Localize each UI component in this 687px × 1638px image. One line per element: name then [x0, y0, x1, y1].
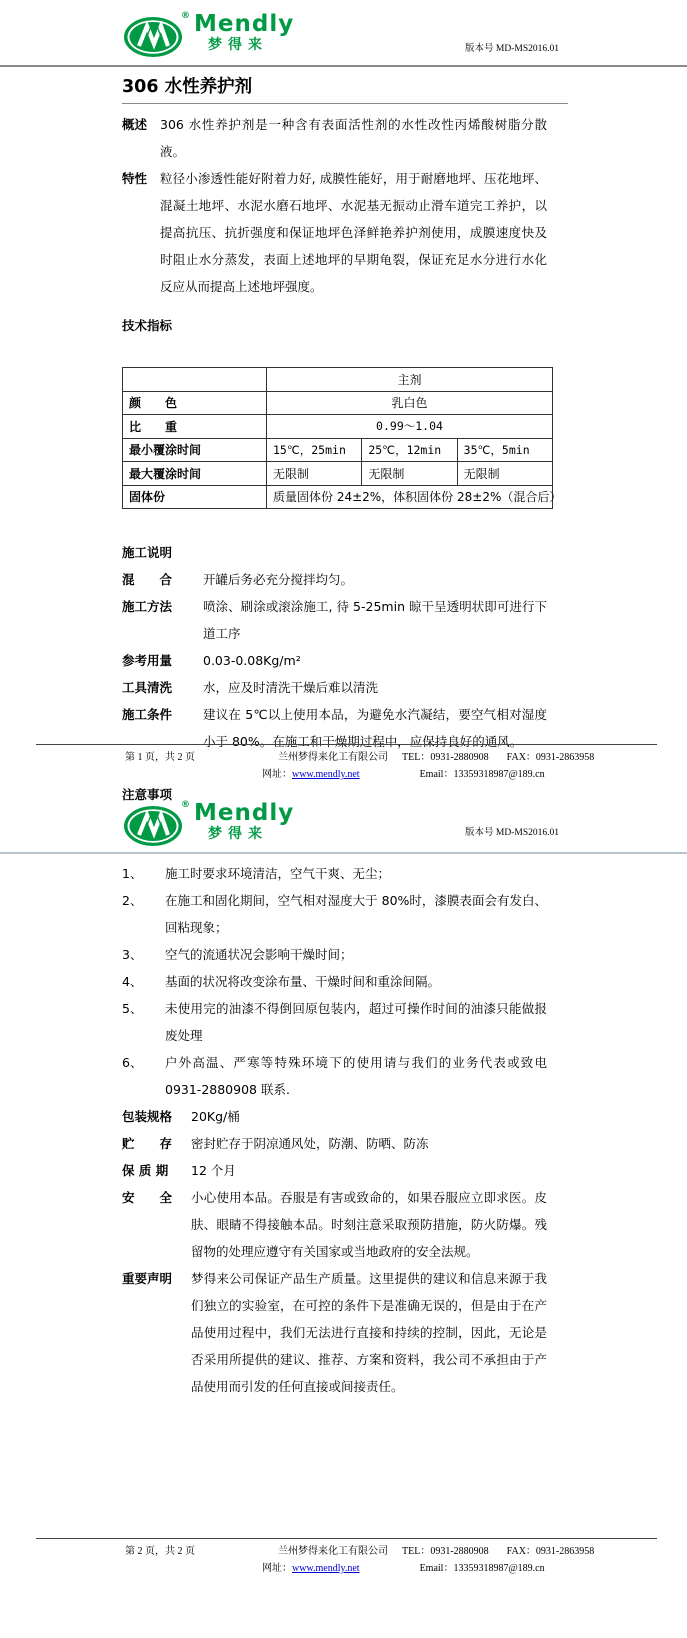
overview-label: 概述 — [122, 117, 148, 132]
page1-header — [0, 0, 687, 59]
footer-divider — [36, 744, 657, 745]
max-recoat-1: 无限制 — [267, 462, 362, 486]
note-number: 2、 — [122, 893, 143, 908]
disclaimer-row — [122, 1265, 547, 1400]
spec-table — [122, 367, 562, 509]
disclaimer-label: 重要声明 — [122, 1271, 173, 1286]
tech-heading: 技术指标 — [122, 318, 173, 333]
page2-footer — [0, 1538, 687, 1574]
table-row — [123, 438, 553, 462]
company-logo — [0, 802, 687, 848]
logo-wordmark — [194, 13, 294, 52]
website-link[interactable]: www.mendly.net — [292, 769, 360, 780]
dosage-text: 0.03-0.08Kg/m² — [203, 653, 301, 668]
document-title: 306 水性养护剂 — [122, 71, 568, 104]
shelf-life-row — [122, 1157, 547, 1184]
storage-label: 贮 存 — [122, 1136, 173, 1151]
note-number: 4、 — [122, 974, 143, 989]
dosage-label: 参考用量 — [122, 653, 173, 668]
safety-text: 小心使用本品。吞服是有害或致命的，如果吞服应立即求医。皮肤、眼睛不得接触本品。时刻注意采取预防措施，防火防爆。残留物的处理应遵守有关国家或当地政府的安全法规。 — [191, 1190, 547, 1259]
table-header-main: 主剂 — [267, 368, 553, 392]
brand-name: Mendly — [194, 11, 295, 37]
construction-heading: 施工说明 — [122, 545, 173, 560]
dosage-row — [122, 647, 547, 674]
note-text: 施工时要求环境清洁，空气干爽、无尘； — [165, 866, 391, 881]
conditions-text: 建议在 5℃以上使用本品，为避免水汽凝结，要空气相对湿度小于 80%。在施工和干燥期过程中，应保持良好的通风。 — [203, 707, 547, 749]
safety-label: 安 全 — [122, 1190, 173, 1205]
features-label: 特性 — [122, 171, 148, 186]
solids-value: 质量固体份 24±2%，体积固体份 28±2%（混合后） — [267, 485, 553, 509]
note-item-3 — [122, 941, 547, 968]
web-label: 网址： — [262, 769, 292, 780]
company-logo — [0, 13, 687, 59]
packaging-row — [122, 1103, 547, 1130]
header-divider — [0, 852, 687, 854]
note-text: 基面的状况将改变涂布量、干燥时间和重涂间隔。 — [165, 974, 441, 989]
gravity-label: 比 重 — [123, 415, 267, 439]
company-email: Email：13359318987@189.cn — [419, 769, 545, 780]
company-name: 兰州梦得来化工有限公司 — [278, 1546, 388, 1557]
min-recoat-label: 最小覆涂时间 — [123, 438, 267, 462]
table-row — [123, 415, 553, 439]
max-recoat-2: 无限制 — [362, 462, 457, 486]
page-2 — [0, 780, 687, 1638]
cleaning-text: 水，应及时清洗干燥后难以清洗 — [203, 680, 379, 695]
web-label: 网址： — [262, 1563, 292, 1574]
version-label: 版本号 MD-MS2016.01 — [465, 44, 559, 54]
mixing-label: 混 合 — [122, 572, 173, 587]
note-text: 未使用完的油漆不得倒回原包装内，超过可操作时间的油漆只能做报废处理 — [165, 1001, 547, 1043]
notes-heading: 注意事项 — [122, 787, 173, 802]
packaging-text: 20Kg/桶 — [191, 1109, 240, 1124]
max-recoat-3: 无限制 — [457, 462, 552, 486]
registered-mark: ® — [181, 11, 190, 21]
features-row — [122, 165, 547, 300]
note-number: 6、 — [122, 1055, 143, 1070]
logo-oval-icon — [122, 13, 188, 59]
storage-text: 密封贮存于阴凉通风处，防潮、防晒、防冻 — [191, 1136, 429, 1151]
min-recoat-25c: 25℃，12min — [362, 438, 457, 462]
note-text: 在施工和固化期间，空气相对湿度大于 80%时，漆膜表面会有发白、回粘现象； — [165, 893, 547, 935]
company-fax: FAX：0931-2863958 — [506, 1546, 595, 1557]
mixing-text: 开罐后务必充分搅拌均匀。 — [203, 572, 354, 587]
method-text: 喷涂、刷涂或滚涂施工, 待 5-25min 晾干呈透明状即可进行下道工序 — [203, 599, 547, 641]
note-number: 3、 — [122, 947, 143, 962]
version-label: 版本号 MD-MS2016.01 — [465, 828, 559, 838]
disclaimer-text: 梦得来公司保证产品生产质量。这里提供的建议和信息来源于我们独立的实验室，在可控的条件下是准确无误的，但是由于在产品使用过程中，我们无法进行直接和持续的控制，因此，无论是否采用所提供的建议、推荐、方案和资料，我公司不承担由于产品使用而引发的任何直接或间接责任。 — [191, 1271, 547, 1394]
table-row — [123, 462, 553, 486]
company-web — [262, 765, 360, 780]
overview-text: 306 水性养护剂是一种含有表面活性剂的水性改性丙烯酸树脂分散液。 — [160, 117, 547, 159]
max-recoat-label: 最大覆涂时间 — [123, 462, 267, 486]
gravity-value: 0.99～1.04 — [267, 415, 553, 439]
color-value: 乳白色 — [267, 391, 553, 415]
company-name: 兰州梦得来化工有限公司 — [278, 752, 388, 763]
brand-name-cn: 梦得来 — [208, 826, 268, 842]
table-row — [123, 485, 553, 509]
company-email: Email：13359318987@189.cn — [419, 1563, 545, 1574]
note-item-4 — [122, 968, 547, 995]
note-text: 空气的流通状况会影响干燥时间； — [165, 947, 353, 962]
conditions-label: 施工条件 — [122, 707, 173, 722]
page-1 — [0, 0, 687, 802]
brand-name: Mendly — [194, 800, 295, 826]
table-row — [123, 368, 553, 392]
method-label: 施工方法 — [122, 599, 173, 614]
page-number: 第 1 页，共 2 页 — [125, 752, 195, 763]
min-recoat-15c: 15℃，25min — [267, 438, 362, 462]
note-text: 户外高温、严寒等特殊环境下的使用请与我们的业务代表或致电 0931-2880908 联系. — [165, 1055, 547, 1097]
note-item-5 — [122, 995, 547, 1049]
page-number: 第 2 页，共 2 页 — [125, 1546, 195, 1557]
page1-footer — [0, 744, 687, 780]
note-number: 1、 — [122, 866, 143, 881]
shelf-life-label: 保 质 期 — [122, 1163, 169, 1178]
brand-name-cn: 梦得来 — [208, 37, 268, 53]
min-recoat-35c: 35℃，5min — [457, 438, 552, 462]
company-tel: TEL：0931-2880908 — [402, 752, 489, 763]
solids-label: 固体份 — [123, 485, 267, 509]
note-number: 5、 — [122, 1001, 143, 1016]
table-row — [123, 391, 553, 415]
registered-mark: ® — [181, 800, 190, 810]
cleaning-row — [122, 674, 547, 701]
footer-divider — [36, 1538, 657, 1539]
note-item-2 — [122, 887, 547, 941]
company-fax: FAX：0931-2863958 — [506, 752, 595, 763]
storage-row — [122, 1130, 547, 1157]
header-divider — [0, 65, 687, 67]
method-row — [122, 593, 547, 647]
cleaning-label: 工具清洗 — [122, 680, 173, 695]
mixing-row — [122, 566, 547, 593]
features-text: 粒径小渗透性能好附着力好, 成膜性能好，用于耐磨地坪、压花地坪、混凝土地坪、水泥水磨石地坪、水泥基无振动止滑车道完工养护，以提高抗压、抗折强度和保证地坪色泽鲜艳养护剂使用，成膜速度快及时阻止水分蒸发，表面上述地坪的早期龟裂，保证充足水分进行水化反应从而提高上述地坪强度。 — [160, 171, 547, 294]
logo-oval-icon — [122, 802, 188, 848]
safety-row — [122, 1184, 547, 1265]
note-item-6 — [122, 1049, 547, 1103]
company-web — [262, 1559, 360, 1574]
shelf-life-text: 12 个月 — [191, 1163, 236, 1178]
company-tel: TEL：0931-2880908 — [402, 1546, 489, 1557]
page2-header — [0, 780, 687, 848]
packaging-label: 包装规格 — [122, 1109, 173, 1124]
overview-row — [122, 111, 547, 165]
logo-wordmark — [194, 802, 294, 841]
note-item-1 — [122, 860, 547, 887]
color-label: 颜 色 — [123, 391, 267, 415]
website-link[interactable]: www.mendly.net — [292, 1563, 360, 1574]
